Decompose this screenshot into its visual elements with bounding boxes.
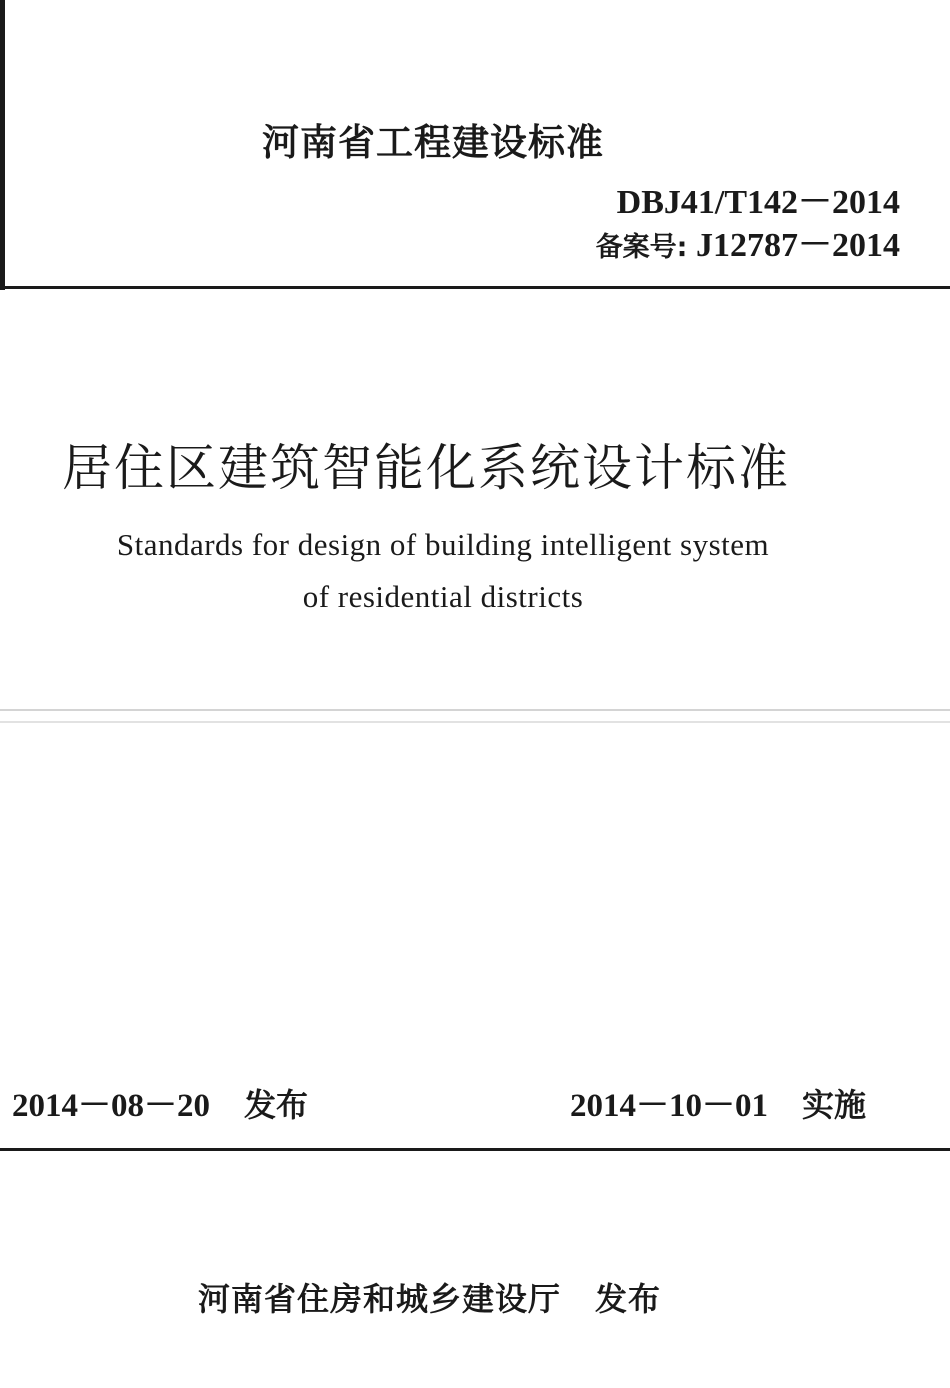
middle-divider-1 [0, 709, 950, 711]
issuer-line [198, 1274, 661, 1320]
title-english-line-2: of residential districts [302, 579, 584, 614]
registration-number: J12787－2014 [696, 227, 900, 264]
effective-date: 2014－10－01 [570, 1088, 768, 1124]
issuer-name: 河南省住房和城乡建设厅 [198, 1280, 562, 1318]
left-edge-bar [0, 0, 5, 290]
issue-label: 发布 [595, 1280, 662, 1318]
bottom-divider [0, 1148, 950, 1151]
standard-code: DBJ41/T142－2014 [616, 184, 900, 221]
effective-label: 实施 [802, 1086, 867, 1124]
publish-date: 2014－08－20 [12, 1088, 210, 1124]
title-chinese: 居住区建筑智能化系统设计标准 [62, 439, 790, 497]
title-english-line-1: Standards for design of building intelligent system [116, 527, 770, 562]
registration-label: 备案号: [595, 232, 688, 263]
registration-line [596, 217, 900, 266]
top-divider [0, 286, 950, 289]
middle-divider-2 [0, 721, 950, 723]
series-title: 河南省工程建设标准 [262, 121, 604, 164]
publish-label: 发布 [244, 1086, 309, 1124]
publish-date-block [12, 1079, 308, 1126]
effective-date-block [570, 1079, 866, 1126]
